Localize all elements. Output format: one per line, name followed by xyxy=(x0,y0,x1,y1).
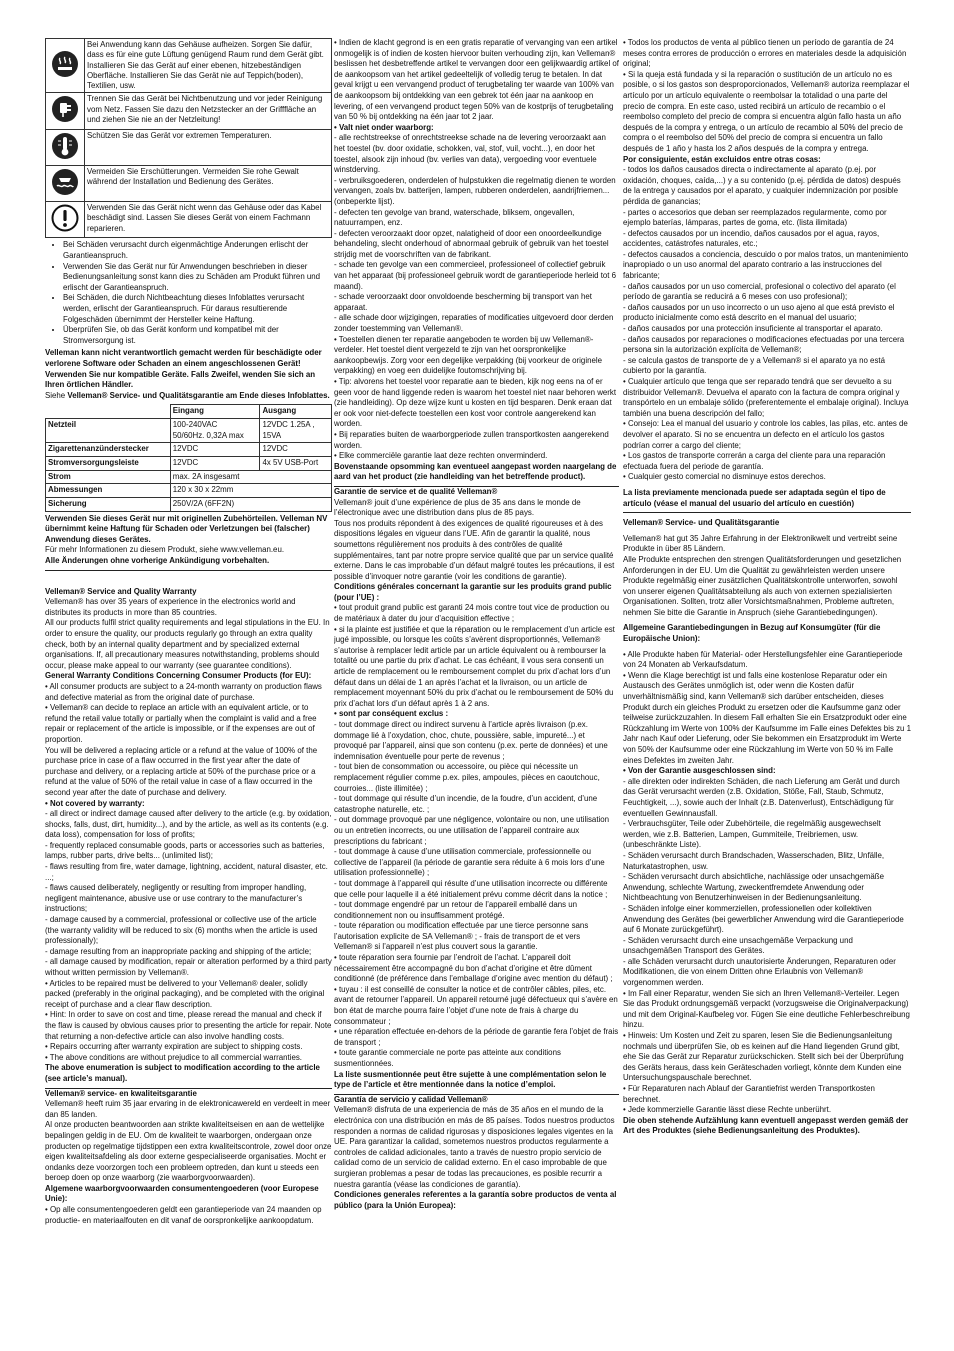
list-item: • Verwenden Sie das Gerät nur für Anwendungen beschrieben in dieser Bedienungsanleitung sonst kann dies zu Schäden am Produkt führen und erlischt der Garantieanspruch. xyxy=(63,262,332,294)
table-row: Netzteil 100-240VAC 50/60Hz. 0,32A max 12VDC 1.25A , 15VA xyxy=(46,418,332,442)
spec-header: Eingang xyxy=(170,405,260,419)
safety-text: Vermeiden Sie Erschütterungen. Vermeiden Sie rohe Gewalt während der Installation und Bedienung des Gerätes. xyxy=(85,165,332,201)
de-warranty-title: Velleman® Service- und Qualitätsgarantie xyxy=(623,518,780,528)
column-2: • Indien de klacht gegrond is en een gratis reparatie of vervanging van een artikel onmogelijk is of indien de kosten hiervoor buiten verhouding zijn, kan Velleman® beslissen het desbetreffende artikel te vervangen door een gelijkwaardig artikel of de aankoopsom van het artikel gedeeltelijk of volledig terug te betalen. In dat geval krijgt u een vervangend product of terugbetaling ter waarde van 100% van de aankoopsom bij ontdekking van een gebrek tot één jaar na aankoop en levering, of een vervangend product tegen 50% van de kostprijs of terugbetaling van 50 % bij ontdekking na één jaar tot 2 jaar. • Valt niet onder waarborg: - alle rechtstreekse of onrechtstreekse schade na de levering veroorzaakt aan het toestel (bv. door oxidatie, schokken, val, stof, vuil, vocht...), en door het toestel, alsook zijn inhoud (bv. verlies van data), vergoeding voor eventuele winstderving. - verbruiksgoederen, onderdelen of hulpstukken die regelmatig dienen te worden vervangen, zoals bv. batterijen, lampen, rubberen onderdelen, aandrijfriemen... (onbeperkte lijst). - defecten ten gevolge van brand, waterschade, bliksem, ongevallen, natuurrampen, enz. - defecten veroorzaakt door opzet, nalatigheid of door een onoordeelkundige behandeling, slecht onderhoud of abnormaal gebruik of gebruik van het toestel strijdig met de voorschriften van de fabrikant. - schade ten gevolge van een commercieel, professioneel of collectief gebruik van het apparaat (bij professioneel gebruik wordt de garantieperiode herleid tot 6 maand). - schade veroorzaakt door onvoldoende bescherming bij transport van het apparaat. - alle schade door wijzigingen, reparaties of modificaties uitgevoerd door derden zonder toestemming van Velleman®. • Toestellen dienen ter reparatie aangeboden te worden bij uw Velleman®-verdeler. Het toestel dient vergezeld te zijn van het oorspronkelijke aankoopbewijs. Zorg voor een degelijke verpakking (bij voorkeur de originele verpakking) en voeg een duidelijke foutomschrijving bij. • Tip: alvorens het toestel voor reparatie aan te bieden, kijk nog eens na of er geen voor de hand liggende reden is waarom het toestel niet naar behoren werkt (zie handleiding). Op deze wijze kunt u kosten en tijd besparen. Denk eraan dat er ook voor niet-defecte toestellen een kost voor controle aangerekend kan worden. • Bij reparaties buiten de waarborgperiode zullen transportkosten aangerekend worden. • Elke commerciële garantie laat deze rechten onverminderd. Bovenstaande opsomming kan eventueel aangepast worden naargelang de aard van het product (zie handleiding van het betreffende product). Garantie de service et de qualité Velleman® Velleman® jouit d’une expérience de plus de 35 ans dans le monde de l’électronique avec une distribution dans plus de 85 pays. Tous nos produits répondent à des exigences de qualité rigoureuses et à des dispositions légales en vigueur dans l’UE. Afin de garantir la qualité, nous soumettons régulièrement nos produits à des contrôles de qualité supplémentaires, tant par notre propre service qualité que par un service qualité externe. Dans le cas improbable d’un défaut malgré toutes les précautions, il est possible d’invoquer notre garantie (voir les conditions de garantie). Conditions générales concernant la garantie sur les produits grand public (pour l’UE) : • tout produit grand public est garanti 24 mois contre tout vice de production ou de matériaux à dater du jour d’acquisition effective ; • si la plainte est justifiée et que la réparation ou le remplacement d’un article est jugé impossible, ou lorsque les coûts s’avèrent disproportionnés, Velleman® s’autorise à remplacer ledit article par un article équivalent ou à rembourser la totalité ou une partie du prix d’achat. Le cas échéant, il vous sera consenti un article de remplacement ou le remboursement complet du prix d’achat lors d’un défaut dans un délai de 1 an après l’achat et la livraison, ou un article de remplacement moyennant 50% du prix d’achat ou le remboursement de 50% du prix d’achat lors d’un défaut après 1 à 2 ans. • sont par conséquent exclus : - tout dommage direct ou indirect survenu à l’article après livraison (p.ex. dommage lié à l’oxydation, choc, chute, poussière, sable, impureté...) et provoqué par l’appareil, ainsi que son contenu (p.ex. perte de données) et une indemnisation éventuelle pour perte de revenus ; - tout bien de consommation ou accessoire, ou pièce qui nécessite un remplacement régulier comme p.ex. piles, ampoules, pièces en caoutchouc, courroies... (liste illimitée) ; - tout dommage qui résulte d’un incendie, de la foudre, d’un accident, d’une catastrophe naturelle, etc. ; - out dommage provoqué par une négligence, volontaire ou non, une utilisation ou un entretien incorrects, ou une utilisation de l’appareil contraire aux prescriptions du fabricant ; - tout dommage à cause d’une utilisation commerciale, professionnelle ou collective de l’appareil (la période de garantie sera réduite à 6 mois lors d’une utilisation professionnelle) ; - tout dommage à l’appareil qui résulte d’une utilisation incorrecte ou différente que celle pour laquelle il a été initialement prévu comme décrit dans la notice ; - tout dommage engendré par un retour de l’appareil emballé dans un conditionnement non ou insuffisamment protégé. - toute réparation ou modification effectuée par une tierce personne sans l’autorisation explicite de SA Velleman® ; - frais de transport de et vers Velleman® si l’appareil n’est plus couvert sous la garantie. • toute réparation sera fournie par l’endroit de l’achat. L’appareil doit nécessairement être accompagné du bon d’achat d’origine et être dûment conditionné (de préférence dans l’emballage d’origine avec mention du défaut) ; • tuyau : il est conseillé de consulter la notice et de contrôler câbles, piles, etc. avant de retourner l’appareil. Un appareil retourné jugé défectueux qui s’avère en bon état de marche pourra faire l’objet d’une note de frais à charge du consommateur ; • une réparation effectuée en-dehors de la période de garantie fera l’objet de frais de transport ; • toute garantie commerciale ne porte pas atteinte aux conditions susmentionnées. La liste susmentionnée peut être sujette à une complémentation selon le type de l’article et être mentionnée dans la notice d’emploi. Garantía de servicio y calidad Velleman® Velleman® disfruta de una experiencia de más de 35 años en el mundo de la electrónica con una distribución en más de 85 países. Todos nuestros productos responden a normas de calidad rigurosas y disposiciones legales vigentes en la UE. Para garantizar la calidad, sometemos nuestros productos regularmente a controles de calidad adicionales, tanto a través de nuestro propio servicio de calidad como de un servicio de calidad externo. En el caso improbable de que surgieran problemas a pesar de todas las precauciones, es posible recurrir a nuestra garantía (véase las condiciones de garantía). Condiciones generales referentes a la garantía sobre productos de venta al público (para la Unión Europea): xyxy=(334,38,619,1210)
es-warranty-title: Garantía de servicio y calidad Velleman® xyxy=(334,1094,488,1104)
unplug-icon xyxy=(51,95,79,123)
thermometer-icon xyxy=(51,132,79,160)
safety-row xyxy=(46,129,332,165)
vibration-icon xyxy=(51,168,79,196)
list-item: • Bei Schäden, die durch Nichtbeachtung dieses Infoblattes verursacht werden, erlischt der Garantieanspruch. Für daraus resultierende Folgeschäden übernimmt der Hersteller keine Haftung. xyxy=(63,293,332,325)
table-row: Stromversorgungsleiste 12VDC 4x 5V USB-Port xyxy=(46,456,332,470)
spec-header-row xyxy=(46,405,332,419)
table-row: Sicherung 250V/2A (6FF2N) xyxy=(46,498,332,512)
safety-row xyxy=(46,202,332,238)
warning-icon xyxy=(51,204,79,232)
spec-header: Ausgang xyxy=(260,405,332,419)
hot-surface-icon xyxy=(51,50,79,78)
de-more-info: Für mehr Informationen zu diesem Produkt, siehe www.velleman.eu. xyxy=(45,545,285,555)
column-3: • Todos los productos de venta al público tienen un período de garantía de 24 meses contra errores de producción o errores en materiales desde la adquisición original; • Si la queja está fundada y si la reparación o sustitución de un artículo no es posible, o si los gastos son desproporcionados, Velleman® autoriza reemplazar el artículo por un artículo equivalente o reembolsar la totalidad o una parte del precio de compra. En este caso, usted recibirá un artículo de recambio o el reembolso completo del precio de compra si encuentra algún fallo hasta un año después de la compra y entrega, o un artículo de recambio al 50% del precio de compra o el reembolso del 50% del precio de compra si encuentra un fallo después de 1 año y hasta los 2 años después de la compra y entrega. Por consiguiente, están excluidos entre otras cosas: - todos los daños causados directa o indirectamente al aparato (p.ej. por oxidación, choques, caída,...) y a su contenido (p.ej. pérdida de datos) después de la entrega y causados por el aparato, y cualquier indemnización por posible pérdida de ganancias; - partes o accesorios que deban ser reemplazados regularmente, como por ejemplo baterías, lámparas, partes de goma, etc. (lista ilimitada) - defectos causados por un incendio, daños causados por el agua, rayos, accidentes, catástrofes naturales, etc.; - defectos causados a conciencia, descuido o por malos tratos, un mantenimiento inapropiado o un uso anormal del aparato contrario a las instrucciones del fabricante; - daños causados por un uso comercial, profesional o colectivo del aparato (el período de garantía se reducirá a 6 meses con uso profesional); - daños causados por un uso incorrecto o un uso ajeno al que está previsto el producto inicialmente como está descrito en el manual del usuario; - daños causados por una protección insuficiente al transportar el aparato. - daños causados por reparaciones o modificaciones efectuadas por una tercera persona sin la autorización explícita de Velleman®; - se calcula gastos de transporte de y a Velleman® si el aparato ya no está cubierto por la garantía. • Cualquier artículo que tenga que ser reparado tendrá que ser devuelto a su distribuidor Velleman®. Devuelva el aparato con la factura de compra original y transpórtelo en un embalaje sólido (preferentemente el embalaje original). Incluya también una buena descripción del fallo; • Consejo: Lea el manual del usuario y controle los cables, las pilas, etc. antes de devolver el aparato. Si no se encuentra un defecto en el artículo los gastos podrían correr a cargo del cliente; • Los gastos de transporte correrán a carga del cliente para una reparación efectuada fuera del periode de garantía. • Cualquier gesto comercial no disminuye estos derechos. La lista previamente mencionada puede ser adaptada según el tipo de artículo (véase el manual del usuario del artículo en cuestión) Velleman® Service- und Qualitätsgarantie Velleman® hat gut 35 Jahre Erfahrung in der Elektronikwelt und vertreibt seine Produkte in über 85 Ländern. Alle Produkte entsprechen den strengen Qualitätsforderungen und gesetzlichen Anforderungen in der EU. Um die Qualität zu gewährleisten werden unsere Produkte regelmäßig einer zusätzlichen Qualitätskontrolle unterworfen, sowohl von unserer eigenen Qualitätsabteilung als auch von externen spezialisierten Organisationen. Sollten, trotz aller Vorsichtsmaßnahmen, Probleme auftreten, nehmen Sie bitte die Garantie in Anspruch (siehe Garantiebedingungen). Allgemeine Garantiebedingungen in Bezug auf Konsumgüter (für die Europäische Union): • Alle Produkte haben für Material- oder Herstellungsfehler eine Garantieperiode von 24 Monaten ab Verkaufsdatum. • Wenn die Klage berechtigt ist und falls eine kostenlose Reparatur oder ein Austausch des Gerätes unmöglich ist, oder wenn die Kosten dafür unverhältnismäßig sind, kann Velleman® sich darüber entscheiden, dieses Produkt durch ein gleiches Produkt zu ersetzen oder die Kaufsumme ganz oder teilweise zurückzuzahlen. In diesem Fall erhalten Sie ein Ersatzprodukt oder eine Rückzahlung im Werte von 100% der Kaufsumme im Falle eines Defektes bis zu 1 Jahr nach Kauf oder Lieferung, oder Sie bekommen ein Ersatzprodukt im Werte von 50% der Kaufsumme oder eine Rückzahlung im Werte von 50 % im Falle eines Defektes im zweiten Jahr. • Von der Garantie ausgeschlossen sind: - alle direkten oder indirekten Schäden, die nach Lieferung am Gerät und durch das Gerät verursacht werden (z.B. Oxidation, Stöße, Fall, Staub, Schmutz, Feuchtigkeit, ...), sowie auch der Inhalt (z.B. Datenverlust), Entschädigung für eventuellen Gewinnausfall. - Verbrauchsgüter, Teile oder Zubehörteile, die regelmäßig ausgewechselt werden, wie z.B. Batterien, Lampen, Gummiteile, Treibriemen, usw. (unbeschränkte Liste). - Schäden verursacht durch Brandschaden, Wasserschaden, Blitz, Unfälle, Naturkatastrophen, usw. - Schäden verursacht durch absichtliche, nachlässige oder unsachgemäße Anwendung, schlechte Wartung, zweckentfremdete Anwendung oder Nichtbeachtung von Benutzerhinweisen in der Bedienungsanleitung. - Schäden infolge einer kommerziellen, professionellen oder kollektiven Anwendung des Gerätes (bei gewerblicher Anwendung wird die Garantieperiode auf 6 Monate zurückgeführt). - Schäden verursacht durch eine unsachgemäße Verpackung und unsachgemäßen Transport des Gerätes. - alle Schäden verursacht durch unautorisierte Änderungen, Reparaturen oder Modifikationen, die von einem Dritten ohne Erlaubnis von Velleman® vorgenommen werden. • Im Fall einer Reparatur, wenden Sie sich an Ihren Velleman®-Verteiler. Legen Sie das Produkt ordnungsgemäß verpackt (vorzugsweise die Originalverpackung) und mit dem Original-Kaufbeleg vor. Fügen Sie eine deutliche Fehlerbeschreibung hinzu. • Hinweis: Um Kosten und Zeit zu sparen, lesen Sie die Bedienungsanleitung nochmals und überprüfen Sie, ob es keinen auf die Hand liegenden Grund gibt, ehe Sie das Gerät zur Reparatur zurückschicken. Stellt sich bei der Überprüfung des Geräts heraus, dass kein Geräteschaden vorliegt, könnte dem Kunden eine Untersuchungspauschale berechnet. • Für Reparaturen nach Ablauf der Garantiefrist werden Transportkosten berechnet. • Jede kommerzielle Garantie lässt diese Rechte unberührt. Die oben stehende Aufzählung kann eventuell angepasst werden gemäß der Art des Produktes (siehe Bedienungsanleitung des Produktes). xyxy=(623,38,911,1136)
list-item: • Überprüfen Sie, ob das Gerät konform und kompatibel mit der Stromversorgung ist. xyxy=(63,325,332,346)
safety-row xyxy=(46,93,332,129)
safety-row xyxy=(46,165,332,201)
de-warning: Velleman kann nicht verantwortlich gemacht werden für beschädigte oder verlorene Software oder Schaden an einem angeschlossenen Gerät! Verwenden Sie nur kompatible Geräte. Falls Zweifel, wenden Sie sich an Ihren örtlichen Händler. xyxy=(45,348,322,390)
fr-warranty-title: Garantie de service et de qualité Velleman® xyxy=(334,486,498,496)
de-accessories-note: Verwenden Sie dieses Gerät nur mit originellen Zubehörteilen. Velleman NV übernimmt keine Haftung für Schaden oder Verletzungen bei (falscher) Anwendung dieses Gerätes. xyxy=(45,513,328,544)
table-row: Zigarettenanzünderstecker 12VDC 12VDC xyxy=(46,443,332,457)
spec-table xyxy=(45,404,332,511)
nl-warranty-title: Velleman® service- en kwaliteitsgarantie xyxy=(45,1088,197,1098)
safety-text: Schützen Sie das Gerät vor extremen Temperaturen. xyxy=(85,129,332,165)
table-row: Strom max. 2A insgesamt xyxy=(46,470,332,484)
de-see-warranty: Siehe Velleman® Service- und Qualitätsgarantie am Ende dieses Infoblattes. xyxy=(45,390,330,400)
en-warranty-title: Velleman® Service and Quality Warranty xyxy=(45,586,197,596)
de-bullet-list xyxy=(45,240,332,346)
column-1: Bei Anwendung kann das Gehäuse aufheizen. Sorgen Sie dafür, dass es für eine gute Lüftung genügend Raum rund dem Gerät gibt. Installieren Sie das Gerät auf einer ebenen, hitzebeständigen Oberfläche. Installieren Sie das Gerät nie auf Teppich(boden), Textilien, usw. Trennen Sie das Gerät bei Nichtbenutzung und vor jeder Reinigung vom Netz. Fassen Sie dazu den Netzstecker an der Grifffläche an und ziehen Sie nie an der Netzleitung! Schützen Sie das Gerät vor extremen Temperaturen. Vermeiden Sie Erschütterungen. Vermeiden Sie rohe Gewalt während der Installation und Bedienung des Gerätes. Verwenden Sie das Gerät nicht wenn das Gehäuse oder das Kabel beschädigt sind. Lassen Sie dieses Gerät von einem Fachmann reparieren. • Bei Schäden verursacht durch eigenmächtige Änderungen erlischt der Garantieanspruch. • Verwenden Sie das Gerät nur für Anwendungen beschrieben in dieser Bedienungsanleitung sonst kann dies zu Schäden am Produkt führen und erlischt der Garantieanspruch. • Bei Schäden, die durch Nichtbeachtung dieses Infoblattes verursacht werden, erlischt der Garantieanspruch. Für daraus resultierende Folgeschäden übernimmt der Hersteller keine Haftung. • Überprüfen Sie, ob das Gerät konform und kompatibel mit der Stromversorgung ist. Velleman kann nicht verantwortlich gemacht werden für beschädigte oder verlorene Software oder Schaden an einem angeschlossenen Gerät! Verwenden Sie nur kompatible Geräte. Falls Zweifel, wenden Sie sich an Ihren örtlichen Händler. Siehe Velleman® Service- und Qualitätsgarantie am Ende dieses Infoblattes. Eingang Ausgang Netzteil 100-240VAC 50/60Hz. 0,32A max 12VDC 1.25A , 15VA Zigarettenanzünderstecker 12VDC 12VDC Stromversorgungsleiste 12VDC 4x 5V USB-Port Strom max. 2A insgesamt Abmessungen 120 x 30 x 22mm Sicherung 250V/2A (6FF2N) Verwenden Sie dieses Gerät nur mit originellen Zubehörteilen. Velleman NV übernimmt keine Haftung für Schaden oder Verletzungen bei (falscher) Anwendung dieses Gerätes. Für mehr Informationen zu diesem Produkt, siehe www.velleman.eu. Alle Änderungen ohne vorherige Ankündigung vorbehalten. Velleman® Service and Quality Warranty Velleman® has over 35 years of experience in the electronics world and distributes its products in more than 85 countries. All our products fulfil strict quality requirements and legal stipulations in the EU. In order to ensure the quality, our products regularly go through an extra quality check, both by an internal quality department and by specialized external organisations. If, all precautionary measures notwithstanding, problems should occur, please make appeal to our warranty (see guarantee conditions). General Warranty Conditions Concerning Consumer Products (for EU): • All consumer products are subject to a 24-month warranty on production flaws and defective material as from the original date of purchase. • Velleman® can decide to replace an article with an equivalent article, or to refund the retail value totally or partially when the complaint is valid and a free repair or replacement of the article is impossible, or if the expenses are out of proportion. You will be delivered a replacing article or a refund at the value of 100% of the purchase price in case of a flaw occurred in the first year after the date of purchase and delivery, or a replacing article at 50% of the purchase price or a refund at the value of 50% of the retail value in case of a flaw occurred in the second year after the date of purchase and delivery. • Not covered by warranty: - all direct or indirect damage caused after delivery to the article (e.g. by oxidation, shocks, falls, dust, dirt, humidity...), and by the article, as well as its contents (e.g. data loss), compensation for loss of profits; - frequently replaced consumable goods, parts or accessories such as batteries, lamps, rubber parts, drive belts... (unlimited list); - flaws resulting from fire, water damage, lightning, accident, natural disaster, etc. ...; - flaws caused deliberately, negligently or resulting from improper handling, negligent maintenance, abusive use or use contrary to the manufacturer’s instructions; - damage caused by a commercial, professional or collective use of the article (the warranty validity will be reduced to six (6) months when the article is used professionally); - damage resulting from an inappropriate packing and shipping of the article; - all damage caused by modification, repair or alteration performed by a third party without written permission by Velleman®. • Articles to be repaired must be delivered to your Velleman® dealer, solidly packed (preferably in the original packaging), and be completed with the original receipt of purchase and a clear flaw description. • Hint: In order to save on cost and time, please reread the manual and check if the flaw is caused by obvious causes prior to presenting the article for repair. Note that returning a non-defective article can also involve handling costs. • Repairs occurring after warranty expiration are subject to shipping costs. • The above conditions are without prejudice to all commercial warranties. The above enumeration is subject to modification according to the article (see article’s manual). Velleman® service- en kwaliteitsgarantie Velleman® heeft ruim 35 jaar ervaring in de elektronicawereld en verdeelt in meer dan 85 landen. Al onze producten beantwoorden aan strikte kwaliteitseisen en aan de wettelijke bepalingen geldig in de EU. Om de kwaliteit te waarborgen, ondergaan onze producten op regelmatige tijdstippen een extra kwaliteitscontrole, zowel door onze eigen kwaliteitsafdeling als door externe gespecialiseerde organisaties. Mocht er ondanks deze voorzorgen toch een probleem optreden, dan kunt u steeds een beroep doen op onze waarborg (zie waarborgvoorwaarden). Algemene waarborgvoorwaarden consumentengoederen (voor Europese Unie): • Op alle consumentengoederen geldt een garantieperiode van 24 maanden op productie- en materiaalfouten en dit vanaf de oorspronkelijke aankoopdatum. xyxy=(45,38,332,1324)
de-changes-note: Alle Änderungen ohne vorherige Ankündigung vorbehalten. xyxy=(45,556,270,566)
safety-text: Trennen Sie das Gerät bei Nichtbenutzung und vor jeder Reinigung vom Netz. Fassen Sie dazu den Netzstecker an der Grifffläche an und ziehen Sie nie an der Netzleitung! xyxy=(85,93,332,129)
safety-row xyxy=(46,39,332,93)
safety-text: Bei Anwendung kann das Gehäuse aufheizen. Sorgen Sie dafür, dass es für eine gute Lüftung genügend Raum rund dem Gerät gibt. Installieren Sie das Gerät auf einer ebenen, hitzebeständigen Oberfläche. Installieren Sie das Gerät nie auf Teppich(boden), Textilien, usw. xyxy=(85,39,332,93)
safety-table xyxy=(45,38,332,238)
table-row: Abmessungen 120 x 30 x 22mm xyxy=(46,484,332,498)
list-item: • Bei Schäden verursacht durch eigenmächtige Änderungen erlischt der Garantieanspruch. xyxy=(63,240,332,261)
safety-text: Verwenden Sie das Gerät nicht wenn das Gehäuse oder das Kabel beschädigt sind. Lassen Sie dieses Gerät von einem Fachmann reparieren. xyxy=(85,202,332,238)
